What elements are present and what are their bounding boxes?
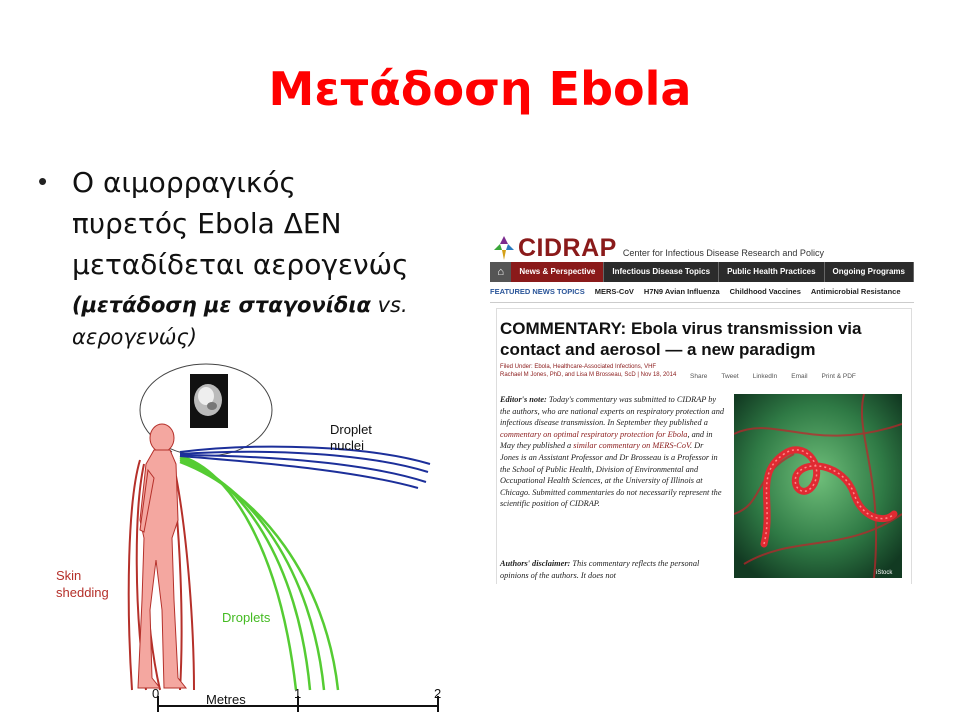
share-print[interactable]: Print & PDF xyxy=(821,373,856,380)
disclaimer-label: Authors' disclaimer: xyxy=(500,559,571,568)
editor-note-text-2: , and in May they published a xyxy=(500,429,713,451)
droplet-lines xyxy=(180,456,338,690)
link-mers-commentary[interactable]: similar commentary on MERS-CoV xyxy=(573,441,690,451)
featured-topic-mers[interactable]: MERS-CoV xyxy=(594,287,634,296)
bullet-line-2: πυρετός Ebola ΔΕΝ xyxy=(72,207,342,240)
featured-topics-bar xyxy=(490,287,914,299)
label-skin-2: shedding xyxy=(56,585,109,600)
editor-note xyxy=(500,394,724,510)
photo-credit: iStock xyxy=(876,570,893,576)
tab-news-perspective[interactable]: News & Perspective xyxy=(511,262,604,282)
editor-note-text-3: . Dr Jones is an Assistant Professor and Dr Brosseau is a Professor in the School of Public Health, Division of Environmental and Occupational Health Sciences, at the University of Illinois at Chicago. Submitted commentaries do not necessarily represent the scientific position of CIDRAP. xyxy=(500,441,722,509)
link-respiratory-commentary[interactable]: commentary on optimal respiratory protection for Ebola xyxy=(500,429,688,439)
tab-infectious-disease-topics[interactable]: Infectious Disease Topics xyxy=(604,262,719,282)
scale-tick-2: 2 xyxy=(434,686,442,701)
subnote-line-2: αερογενώς) xyxy=(72,325,197,349)
share-bar xyxy=(690,373,856,380)
disclaimer-text: This commentary reflects the personal opinions of the authors. It does not xyxy=(500,559,700,580)
bullet-list xyxy=(38,162,458,353)
editor-note-text: Today's commentary was submitted to CIDRAP by the authors, who are national experts on respiratory protection and infectious disease transmission. In September they published a xyxy=(500,395,724,428)
share-facebook[interactable]: Share xyxy=(690,373,708,380)
authors-disclaimer xyxy=(500,558,724,581)
bullet-line-3: μεταδίδεται αερογενώς xyxy=(72,248,409,281)
cidrap-logo xyxy=(494,234,824,262)
subnote-vs: vs. xyxy=(370,293,408,317)
cidrap-article-screenshot xyxy=(490,224,914,584)
scale-tick-1: 1 xyxy=(294,686,302,701)
share-linkedin[interactable]: LinkedIn xyxy=(752,373,778,380)
featured-topics-label: FEATURED NEWS TOPICS xyxy=(490,287,585,296)
featured-topic-h7n9[interactable]: H7N9 Avian Influenza xyxy=(643,287,720,296)
subnote-bold: (μετάδοση με σταγονίδια xyxy=(72,293,371,317)
share-twitter[interactable]: Tweet xyxy=(721,373,739,380)
share-email[interactable]: Email xyxy=(791,373,808,380)
label-droplet-nuclei-2: nuclei xyxy=(330,438,364,453)
ebola-virus-photo xyxy=(734,394,902,578)
featured-topic-amr[interactable]: Antimicrobial Resistance xyxy=(810,287,901,296)
slide-title: Μετάδοση Ebola xyxy=(268,62,692,116)
label-skin-1: Skin xyxy=(56,568,82,583)
article-headline: COMMENTARY: Ebola virus transmission via contact and aerosol — a new paradigm xyxy=(500,319,862,359)
featured-topic-vaccines[interactable]: Childhood Vaccines xyxy=(729,287,801,296)
bullet-marker: • xyxy=(38,166,48,196)
article-authors: Rachael M Jones, PhD, and Lisa M Brosseau, ScD | Nov 18, 2014 xyxy=(500,372,677,378)
label-droplets: Droplets xyxy=(222,610,271,625)
divider xyxy=(490,302,914,303)
bullet-line-1: Ο αιμορραγικός xyxy=(72,166,296,199)
cidrap-logo-name: CIDRAP xyxy=(518,233,617,262)
tab-ongoing-programs[interactable]: Ongoing Programs xyxy=(825,262,914,282)
editor-note-label: Editor's note: xyxy=(500,395,547,404)
micrograph-image xyxy=(190,374,228,428)
bullet-text xyxy=(72,162,458,285)
label-droplet-nuclei-1: Droplet xyxy=(330,422,372,437)
bullet-subnote xyxy=(72,289,458,353)
scale-tick-0: 0 xyxy=(152,686,160,701)
home-icon[interactable]: ⌂ xyxy=(490,262,511,282)
cidrap-logo-mark-icon xyxy=(494,236,514,260)
cidrap-nav-bar xyxy=(490,262,914,282)
cidrap-logo-tagline: Center for Infectious Disease Research and Policy xyxy=(622,248,824,258)
article-filed-under[interactable]: Filed Under: Ebola, Healthcare-Associated Infections, VHF xyxy=(500,364,657,370)
tab-public-health-practices[interactable]: Public Health Practices xyxy=(719,262,824,282)
transmission-diagram xyxy=(40,360,460,720)
scale-label-metres: Metres xyxy=(206,692,246,707)
